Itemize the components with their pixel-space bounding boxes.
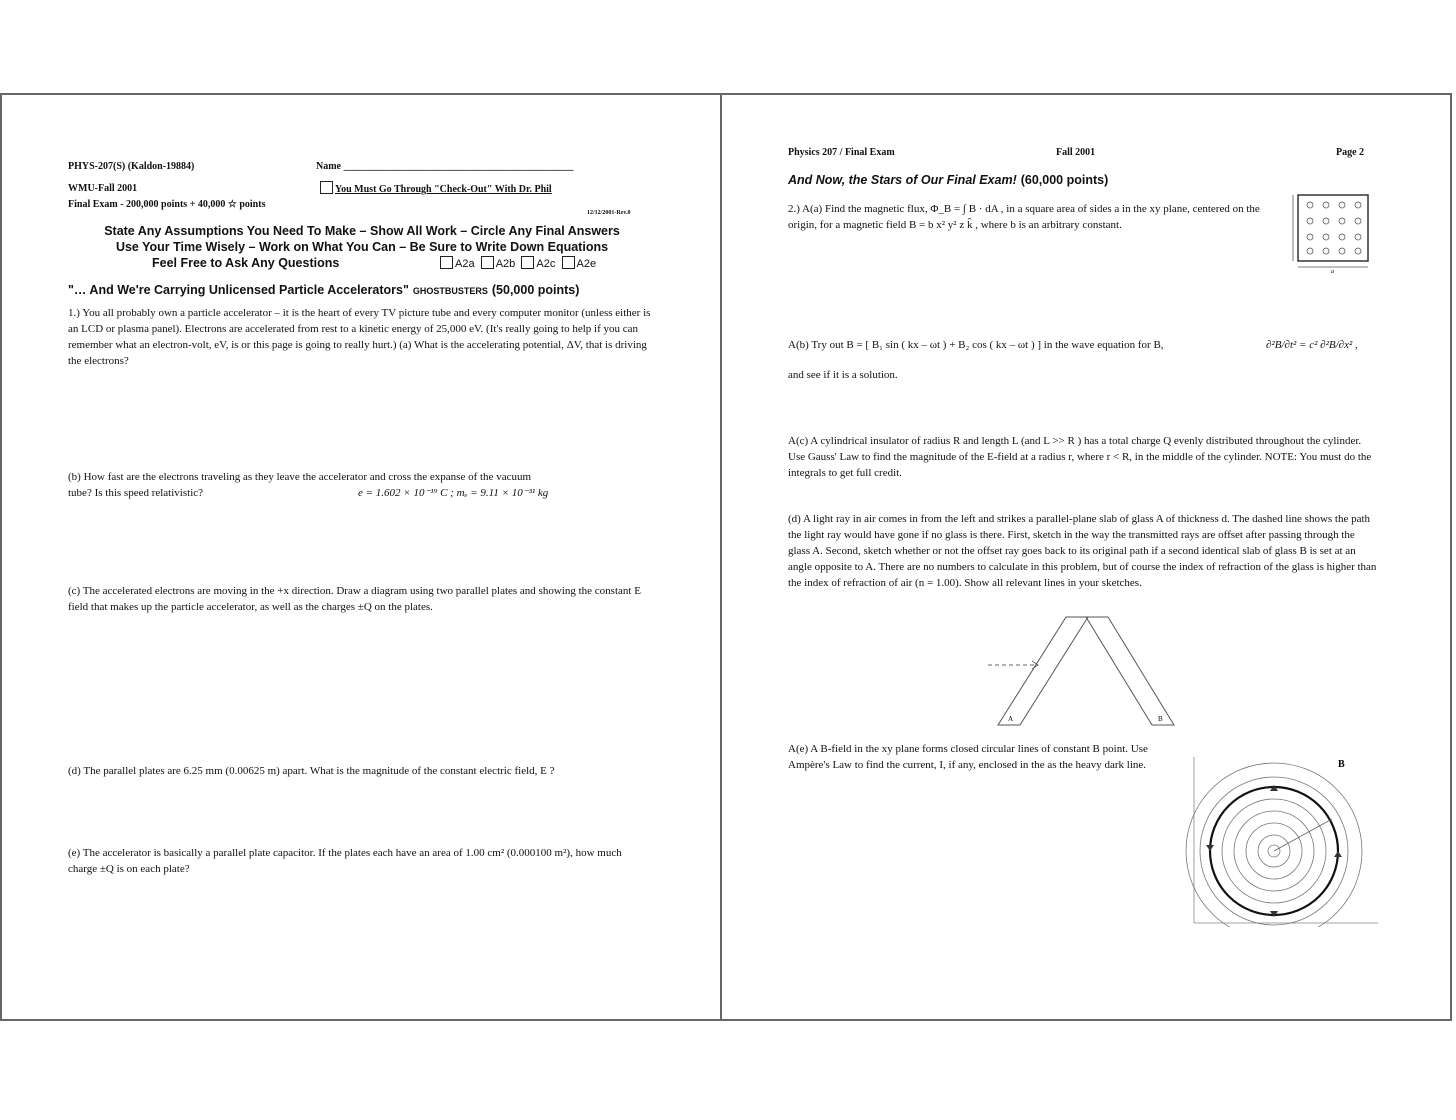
exam-page-1 [2,95,720,1019]
page2-section-points: (60,000 points) [1020,173,1109,187]
page2-header-left: Physics 207 / Final Exam [788,147,895,158]
name-label: Name [316,161,341,172]
section-source: GHOSTBUSTERS [412,286,488,296]
instruction-line-3: Feel Free to Ask Any Questions [152,256,340,270]
page2-header-right: Page 2 [1336,147,1365,158]
exam-points: Final Exam - 200,000 points + 40,000 ☆ points [68,199,266,210]
question-1d: (d) The parallel plates are 6.25 mm (0.00625 m) apart. What is the magnitude of the constant electric field, E ? [68,765,555,777]
question-1a: 1.) You all probably own a particle accelerator – it is the heart of every TV picture tube and every computer monitor (unless either is an LCD or plasma panel). Electrons are accelerated from rest to a kinetic energy of 25,000 eV. (It's really going to help if you can remember what an electron-volt, eV, is or this page is going to really hurt.) (a) What is the accelerating potential, ΔV, that is driving the electrons? [68,307,651,367]
question-2c: A(c) A cylindrical insulator of radius R and length L (and L >> R ) has a total charge Q evenly distributed throughout the cylinder. Use Gauss' Law to find the magnitude of the E-field at a radius r, where r < R, in the middle of the cylinder. NOTE: You must do the integrals to get full credit. [788,435,1372,479]
wave-equation: ∂²B/∂t² = c² ∂²B/∂x² , [1266,339,1358,351]
question-2a: 2.) A(a) Find the magnetic flux, Φ_B = ∫ B · dA , in a square area of sides a in the xy plane, centered on the origin, for a magnetic field B = b x² y² z k̂ , where b is an arbitrary constant. [788,203,1260,231]
course-header: PHYS-207(S) (Kaldon-19884) [68,161,195,172]
page2-section-title: And Now, the Stars of Our Final Exam! [788,173,1017,187]
instruction-line-1: State Any Assumptions You Need To Make – Show All Work – Circle Any Final Answers [104,224,620,238]
ampere-loop-figure [1182,747,1382,927]
section-heading [68,281,579,299]
answer-boxes [440,256,596,270]
square-side-label: a [1331,269,1334,273]
question-1b-line2: tube? Is this speed relativistic? [68,487,204,499]
box-a2a[interactable]: A2a [440,258,475,270]
b-field-label: B [1338,759,1345,770]
box-a2c[interactable]: A2c [521,258,555,270]
name-blank: ______________________________________________ [343,161,574,172]
question-2b-line2: and see if it is a solution. [788,369,898,381]
box-a2e[interactable]: A2e [562,258,597,270]
page2-header-center: Fall 2001 [1056,147,1096,158]
question-2e: A(e) A B-field in the xy plane forms closed circular lines of constant B point. Use Ampère's Law to find the current, I, if any, enclosed in the as the heavy dark line. [788,743,1148,771]
section-title: "… And We're Carrying Unlicensed Particle Accelerators" [68,283,409,297]
square-field-figure [1290,191,1376,273]
page2-section-heading [788,171,1108,189]
checkout-text: You Must Go Through "Check-Out" With Dr. Phil [335,184,552,195]
checkout-notice [320,181,552,195]
question-1b-constants: e = 1.602 × 10⁻¹⁹ C ; mₑ = 9.11 × 10⁻³¹ kg [358,487,549,499]
checkout-checkbox[interactable] [320,181,333,194]
exam-page-2 [722,95,1450,1019]
question-1c: (c) The accelerated electrons are moving in the +x direction. Draw a diagram using two parallel plates and showing the constant E field that makes up the particle accelerator, as well as the charges ±Q on the plates. [68,585,641,613]
instruction-line-2: Use Your Time Wisely – Work on What You Can – Be Sure to Write Down Equations [115,240,609,254]
name-field[interactable] [316,161,656,172]
term-label: WMU-Fall 2001 [68,183,138,194]
question-2b-line1: A(b) Try out B = [ B₁ sin ( kx – ωt ) + B₂ cos ( kx – ωt ) ] in the wave equation for B, [788,339,1164,351]
question-1e: (e) The accelerator is basically a parallel plate capacitor. If the plates each have an area of 1.00 cm² (0.000100 m²), how much charge ±Q is on each plate? [68,847,622,875]
slab-b-label: B [1158,715,1163,723]
question-1b-line1: (b) How fast are the electrons traveling as they leave the accelerator and cross the expanse of the vacuum [68,471,532,483]
glass-slabs-figure [982,613,1182,731]
question-2d: (d) A light ray in air comes in from the left and strikes a parallel-plane slab of glass A of thickness d. The dashed line shows the path the light ray would have gone if no glass is there. First, sketch in the way the transmitted rays are offset after passing through the glass A. Second, sketch whether or not the offset ray goes back to its original path if a second identical slab of glass B is set at an angle opposite to A. There are no numbers to calculate in this problem, but of course the index of refraction of the glass is higher than the index of refraction of air (n = 1.00). Show all relevant lines in your sketches. [788,513,1377,589]
revision-date: 12/12/2001-Rev.0 [587,210,631,216]
section-points: (50,000 points) [491,283,580,297]
box-a2b[interactable]: A2b [481,258,516,270]
slab-a-label: A [1008,715,1014,723]
